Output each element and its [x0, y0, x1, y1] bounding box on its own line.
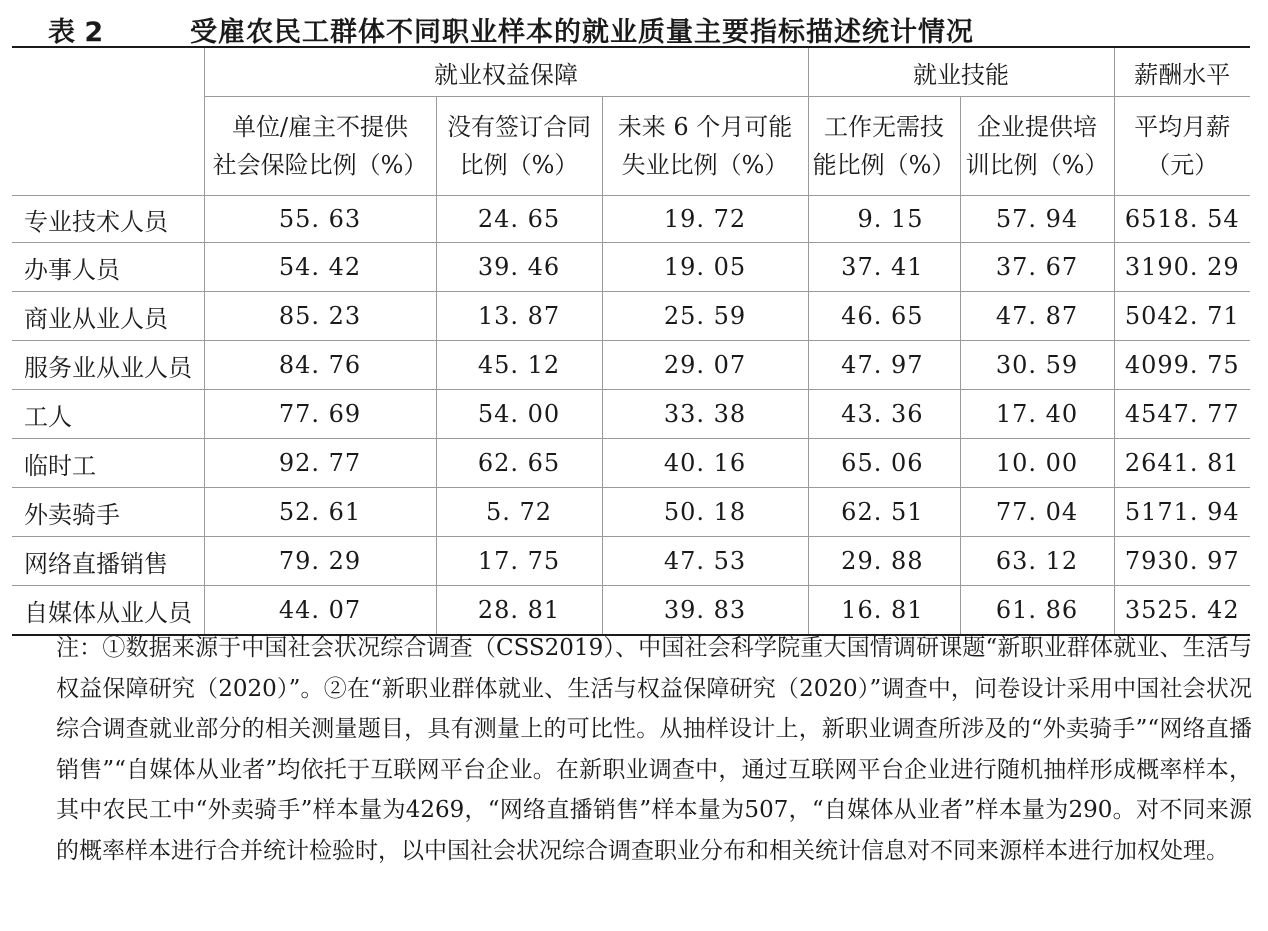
value-cell: 40. 16 [602, 439, 808, 488]
value-cell: 19. 05 [602, 243, 808, 292]
column-header: 单位/雇主不提供 社会保险比例（%） [204, 97, 436, 196]
value-cell: 39. 46 [436, 243, 602, 292]
statistics-table [12, 46, 1250, 636]
value-cell: 5171. 94 [1114, 488, 1250, 537]
table-number: 表 2 [48, 17, 104, 48]
value-cell: 17. 40 [960, 390, 1114, 439]
value-cell: 13. 87 [436, 292, 602, 341]
value-cell: 3190. 29 [1114, 243, 1250, 292]
table-row [12, 439, 1250, 488]
value-cell: 46. 65 [808, 292, 960, 341]
value-cell: 77. 69 [204, 390, 436, 439]
value-cell: 29. 07 [602, 341, 808, 390]
value-cell: 5042. 71 [1114, 292, 1250, 341]
value-cell: 9. 15 [808, 196, 960, 243]
value-cell: 28. 81 [436, 586, 602, 636]
column-header: 平均月薪 （元） [1114, 97, 1250, 196]
group-header-employment-rights: 就业权益保障 [204, 47, 808, 97]
value-cell: 3525. 42 [1114, 586, 1250, 636]
value-cell: 4099. 75 [1114, 341, 1250, 390]
value-cell: 45. 12 [436, 341, 602, 390]
value-cell: 92. 77 [204, 439, 436, 488]
table-row [12, 243, 1250, 292]
value-cell: 54. 00 [436, 390, 602, 439]
value-cell: 33. 38 [602, 390, 808, 439]
value-cell: 25. 59 [602, 292, 808, 341]
group-header-employment-skills: 就业技能 [808, 47, 1114, 97]
occupation-cell: 服务业从业人员 [12, 341, 204, 390]
table-row [12, 292, 1250, 341]
value-cell: 54. 42 [204, 243, 436, 292]
value-cell: 62. 65 [436, 439, 602, 488]
occupation-cell: 网络直播销售 [12, 537, 204, 586]
column-header: 企业提供培 训比例（%） [960, 97, 1114, 196]
value-cell: 37. 41 [808, 243, 960, 292]
column-header: 工作无需技 能比例（%） [808, 97, 960, 196]
group-header-row [12, 47, 1250, 97]
value-cell: 16. 81 [808, 586, 960, 636]
occupation-cell: 办事人员 [12, 243, 204, 292]
occupation-cell: 专业技术人员 [12, 196, 204, 243]
value-cell: 39. 83 [602, 586, 808, 636]
value-cell: 29. 88 [808, 537, 960, 586]
value-cell: 62. 51 [808, 488, 960, 537]
value-cell: 77. 04 [960, 488, 1114, 537]
value-cell: 85. 23 [204, 292, 436, 341]
value-cell: 24. 65 [436, 196, 602, 243]
occupation-cell: 临时工 [12, 439, 204, 488]
occupation-cell: 自媒体从业人员 [12, 586, 204, 636]
table-caption [0, 6, 1268, 46]
value-cell: 47. 97 [808, 341, 960, 390]
value-cell: 37. 67 [960, 243, 1114, 292]
table-row [12, 488, 1250, 537]
occupation-cell: 工人 [12, 390, 204, 439]
value-cell: 10. 00 [960, 439, 1114, 488]
occupation-cell: 外卖骑手 [12, 488, 204, 537]
value-cell: 2641. 81 [1114, 439, 1250, 488]
value-cell: 44. 07 [204, 586, 436, 636]
value-cell: 6518. 54 [1114, 196, 1250, 243]
occupation-cell: 商业从业人员 [12, 292, 204, 341]
value-cell: 5. 72 [436, 488, 602, 537]
value-cell: 4547. 77 [1114, 390, 1250, 439]
value-cell: 63. 12 [960, 537, 1114, 586]
value-cell: 47. 87 [960, 292, 1114, 341]
table-row [12, 196, 1250, 243]
value-cell: 47. 53 [602, 537, 808, 586]
value-cell: 43. 36 [808, 390, 960, 439]
group-header-salary-level: 薪酬水平 [1114, 47, 1250, 97]
value-cell: 55. 63 [204, 196, 436, 243]
table-row [12, 537, 1250, 586]
value-cell: 30. 59 [960, 341, 1114, 390]
value-cell: 79. 29 [204, 537, 436, 586]
value-cell: 17. 75 [436, 537, 602, 586]
value-cell: 52. 61 [204, 488, 436, 537]
value-cell: 19. 72 [602, 196, 808, 243]
value-cell: 61. 86 [960, 586, 1114, 636]
corner-cell [12, 47, 204, 196]
value-cell: 50. 18 [602, 488, 808, 537]
value-cell: 7930. 97 [1114, 537, 1250, 586]
value-cell: 84. 76 [204, 341, 436, 390]
column-header: 没有签订合同 比例（%） [436, 97, 602, 196]
value-cell: 57. 94 [960, 196, 1114, 243]
value-cell: 65. 06 [808, 439, 960, 488]
table-note: 注：①数据来源于中国社会状况综合调查（CSS2019）、中国社会科学院重大国情调研课题“新职业群体就业、生活与权益保障研究（2020）”。②在“新职业群体就业、生活与权益保障研究（2020）”调查中，问卷设计采用中国社会状况综合调查就业部分的相关测量题目，具有测量上的可比性。从抽样设计上，新职业调查所涉及的“外卖骑手”“网络直播销售”“自媒体从业者”均依托于互联网平台企业。在新职业调查中，通过互联网平台企业进行随机抽样形成概率样本，其中农民工中“外卖骑手”样本量为4269，“网络直播销售”样本量为507，“自媒体从业者”样本量为290。对不同来源的概率样本进行合并统计检验时，以中国社会状况综合调查职业分布和相关统计信息对不同来源样本进行加权处理。 [56, 635, 1252, 864]
table-title: 受雇农民工群体不同职业样本的就业质量主要指标描述统计情况 [190, 17, 974, 48]
table-row [12, 341, 1250, 390]
table-row [12, 390, 1250, 439]
column-header: 未来 6 个月可能 失业比例（%） [602, 97, 808, 196]
